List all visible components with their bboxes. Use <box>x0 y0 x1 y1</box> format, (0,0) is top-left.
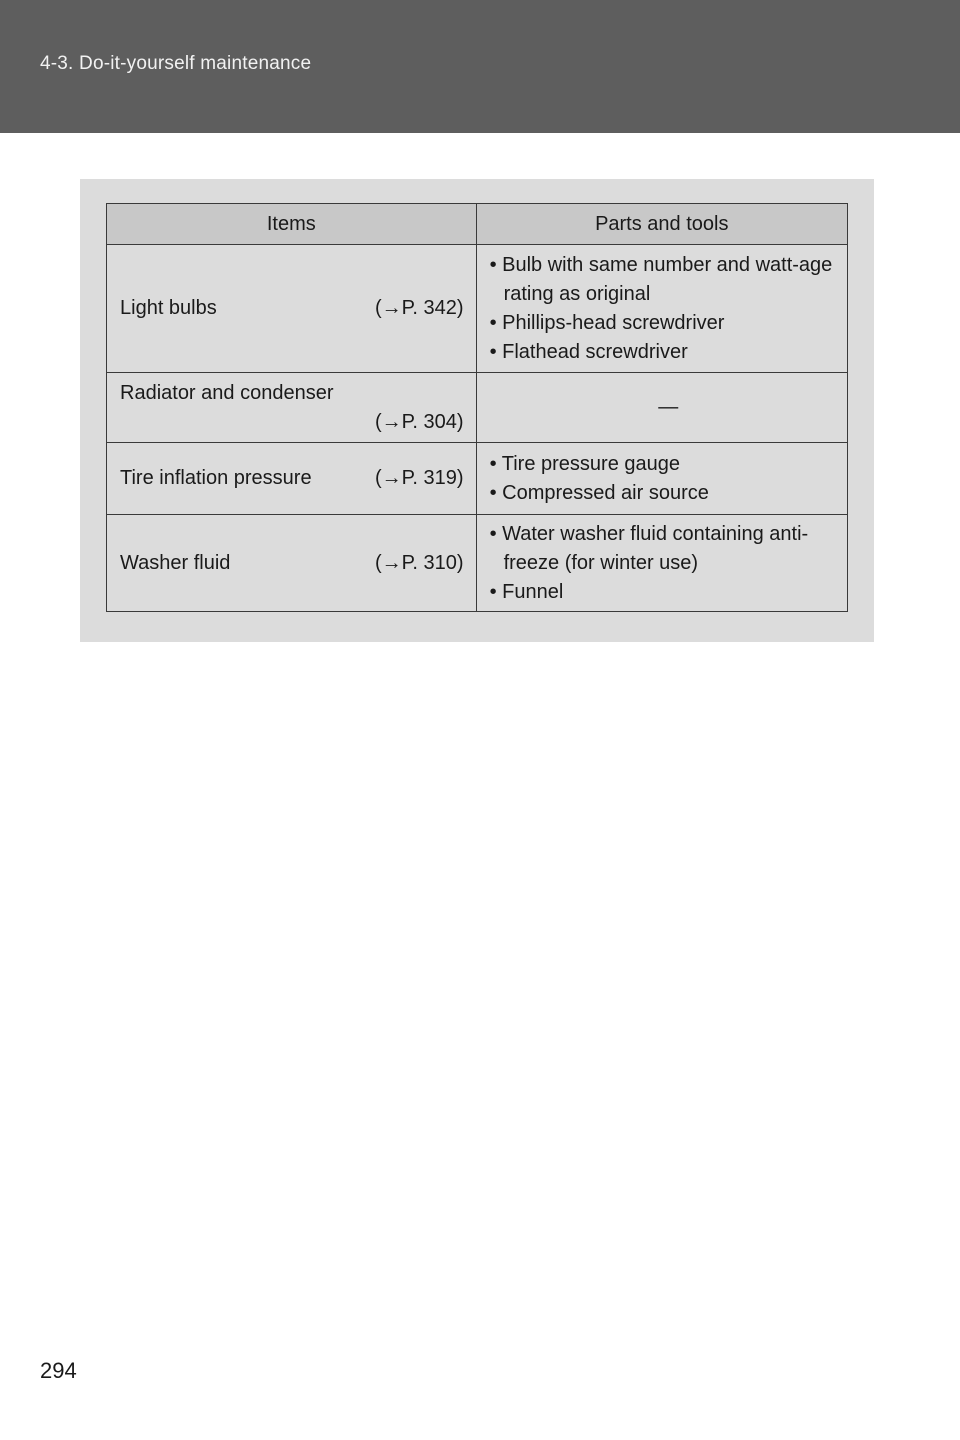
parts-cell <box>476 373 847 443</box>
item-cell <box>107 515 477 612</box>
parts-cell <box>476 515 847 612</box>
item-cell <box>107 245 477 373</box>
table-header-row <box>107 204 848 245</box>
page-reference-link[interactable]: (→P. 342) <box>374 297 464 319</box>
table-row <box>107 443 848 515</box>
item-cell <box>107 373 477 443</box>
parts-and-tools-table <box>106 203 848 612</box>
page-number: 294 <box>40 1358 77 1383</box>
item-name: Washer fluid <box>120 551 231 574</box>
item-name: Tire inflation pressure <box>120 467 312 489</box>
column-header-items: Items <box>107 204 477 245</box>
list-item: • Water washer fluid containing anti-freeze (for winter use) <box>489 522 809 574</box>
not-applicable-dash: — <box>658 396 679 418</box>
table-row <box>107 245 848 373</box>
page-reference-link[interactable]: (→P. 319) <box>374 467 464 489</box>
list-item: • Phillips-head screwdriver <box>489 311 725 334</box>
parts-cell <box>476 443 847 515</box>
list-item: • Bulb with same number and watt-age rating as original <box>489 253 833 305</box>
page-reference-link[interactable]: (→P. 310) <box>374 551 464 574</box>
table-row <box>107 515 848 612</box>
item-name: Light bulbs <box>120 297 217 319</box>
list-item: • Flathead screwdriver <box>489 340 688 363</box>
column-header-parts-and-tools: Parts and tools <box>476 204 847 245</box>
page-reference-link[interactable]: (→P. 304) <box>374 410 464 433</box>
section-title: 4-3. Do-it-yourself maintenance <box>40 53 312 74</box>
list-item: • Tire pressure gauge <box>489 452 681 475</box>
parts-cell <box>476 245 847 373</box>
section-header <box>0 0 960 133</box>
item-name: Radiator and condenser <box>120 381 334 404</box>
table-row <box>107 373 848 443</box>
item-cell <box>107 443 477 515</box>
list-item: • Funnel <box>489 580 564 603</box>
list-item: • Compressed air source <box>489 481 709 504</box>
